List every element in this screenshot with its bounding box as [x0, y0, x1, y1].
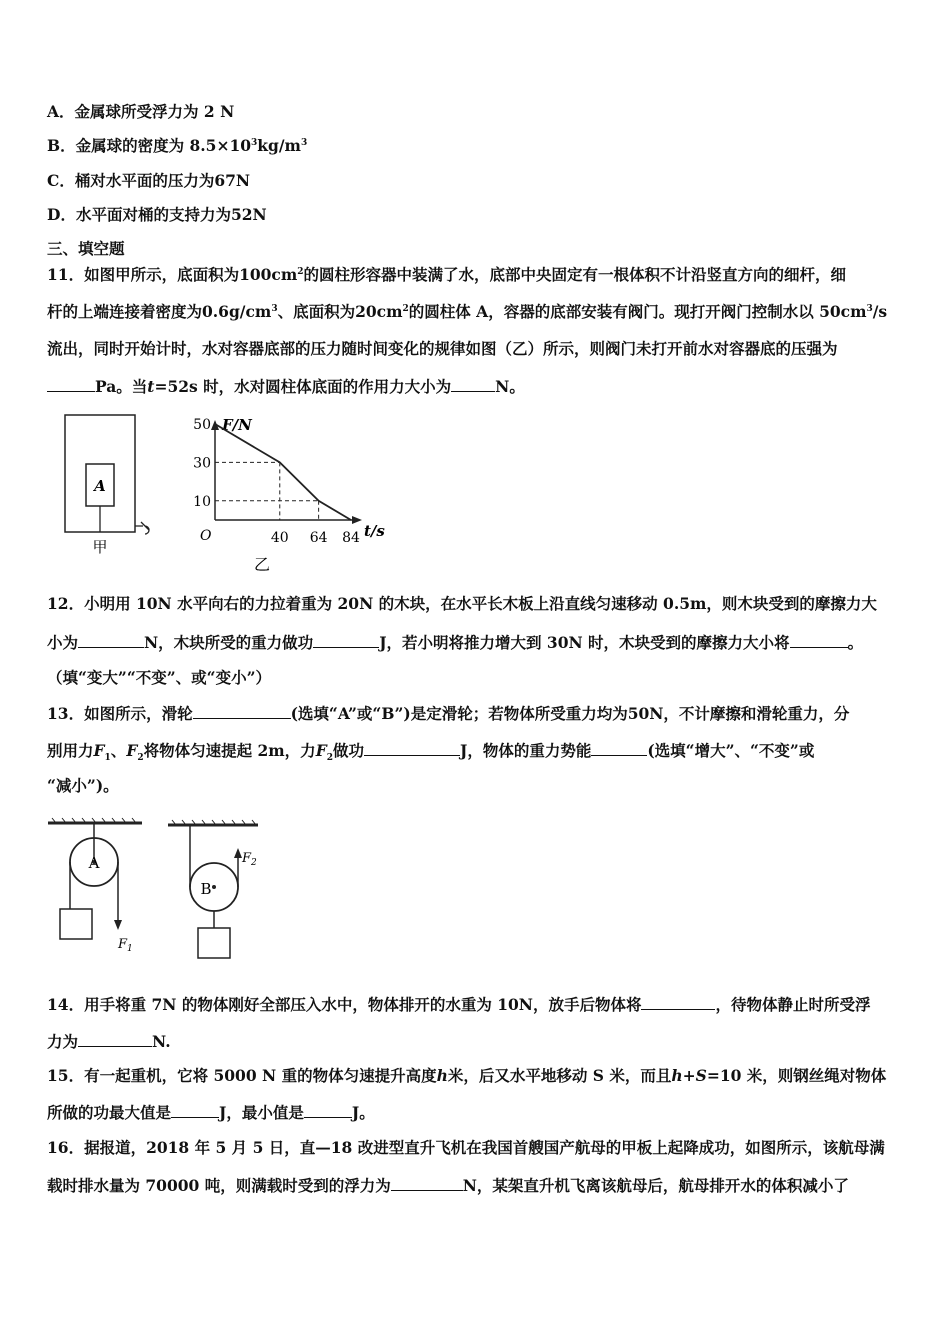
section-title: 三、填空题: [47, 239, 125, 258]
y-tick-30: 30: [193, 455, 211, 472]
x-axis-label: t/s: [364, 522, 385, 540]
weight-b: [198, 928, 230, 958]
q15-line-1: 15．有一起重机，它将 5000 N 重的物体匀速提升高度h米，后又水平地移动 S 米，而且h+S=10 米，则钢丝绳对物体: [47, 1066, 887, 1085]
x-tick-40: 40: [270, 530, 289, 546]
option-b: B．金属球的密度为 $8.5\times 10^3kg/m^3$: [47, 136, 308, 155]
y-axis-label: F/N: [222, 416, 252, 434]
q11-line-1: 11．如图甲所示，底面积为$100cm^2$的圆柱形容器中装满了水，底部中央固定有一根体积不计沿竖直方向的细杆，细: [47, 265, 847, 284]
q11-line-2: 杆的上端连接着密度为$0.6g/cm^3$、底面积为$20cm^2$的圆柱体 A，容器的底部安装有阀门。现打开阀门控制水以 $50cm^3/s$: [47, 302, 888, 321]
q12-line-2: 小为 N，木块所受的重力做功 J，若小明将推力增大到 30N 时，木块受到的摩擦力大小将 。: [47, 633, 864, 652]
y-tick-50: 50: [193, 417, 211, 433]
q16-blank-buoyancy[interactable]: [391, 1175, 463, 1191]
pulley-b-label: B: [200, 880, 212, 898]
q13-line-2: 别用力$F_1$、$F_2$将物体匀速提起 2m，力$F_2$做功 J，物体的重力势能 (选填“增大”、“不变”或: [47, 741, 815, 764]
q12-blank-friction[interactable]: [78, 632, 144, 648]
option-a: A．金属球所受浮力为 2 N: [47, 102, 235, 121]
figure-pulleys: [48, 816, 268, 966]
q12-line-3: （填“变大”“不变”、或“变小”）: [47, 668, 271, 687]
q15-blank-max[interactable]: [171, 1102, 219, 1118]
caption-yi: 乙: [253, 555, 271, 574]
y-tick-10: 10: [193, 493, 211, 510]
f2-label: $F_2$: [242, 851, 257, 868]
caption-jia: 甲: [92, 538, 108, 556]
q11-blank-pressure[interactable]: [47, 376, 95, 392]
f1-arrow: [114, 920, 122, 930]
origin-label: O: [200, 528, 212, 544]
q14-blank-buoyancy[interactable]: [78, 1031, 152, 1047]
pulley-a-label: A: [88, 854, 100, 872]
f2-arrow: [234, 848, 242, 858]
weight-a: [60, 909, 92, 939]
q15-blank-min[interactable]: [304, 1102, 352, 1118]
q14-line-1: 14．用手将重 7N 的物体刚好全部压入水中，物体排开的水重为 10N，放手后物体将 ，待物体静止时所受浮: [47, 995, 871, 1014]
q12-blank-work[interactable]: [313, 632, 379, 648]
figure-yi-chart: [180, 412, 400, 577]
q12-line-1: 12．小明用 10N 水平向右的力拉着重为 20N 的木块，在水平长木板上沿直线匀速移动 0.5m，则木块受到的摩擦力大: [47, 594, 877, 613]
x-axis-arrow: [352, 516, 362, 524]
q15-line-2: 所做的功最大值是 J，最小值是 J。: [47, 1103, 375, 1122]
option-c: C．桶对水平面的压力为67N: [47, 171, 251, 190]
q11-line-3: 流出，同时开始计时，水对容器底部的压力随时间变化的规律如图（乙）所示，则阀门未打开前水对容器底的压强为: [47, 339, 838, 358]
q16-line-1: 16．据报道，2018 年 5 月 5 日，直—18 改进型直升飞机在我国首艘国产航母的甲板上起降成功，如图所示，该航母满: [47, 1138, 885, 1157]
q16-line-2: 载时排水量为 70000 吨，则满载时受到的浮力为 N，某架直升机飞离该航母后，航母排开水的体积减小了: [47, 1176, 849, 1195]
q11-line-4: Pa。当t=52s 时，水对圆柱体底面的作用力大小为 N。: [47, 376, 525, 397]
q13-line-3: “减小”)。: [47, 776, 119, 795]
q14-line-2: 力为 N.: [47, 1032, 171, 1051]
q12-blank-change[interactable]: [790, 632, 848, 648]
q14-blank-motion[interactable]: [641, 994, 715, 1010]
option-d: D．水平面对桶的支持力为52N: [47, 205, 267, 224]
x-tick-84: 84: [342, 530, 360, 546]
q13-line-1: 13．如图所示，滑轮 (选填“A”或“B”)是定滑轮；若物体所受重力均为50N，不计摩擦和滑轮重力，分: [47, 704, 850, 723]
q11-blank-force[interactable]: [451, 376, 495, 392]
f1-label: $F_1$: [118, 937, 133, 954]
cylinder-a-label: A: [94, 477, 106, 495]
figure-jia: [55, 410, 165, 560]
q13-blank-work[interactable]: [364, 740, 460, 756]
q13-blank-pulley[interactable]: [193, 703, 291, 719]
series-line: [215, 424, 351, 520]
valve-icon: [135, 522, 149, 534]
x-tick-64: 64: [309, 530, 328, 546]
q13-blank-energy[interactable]: [591, 740, 647, 756]
